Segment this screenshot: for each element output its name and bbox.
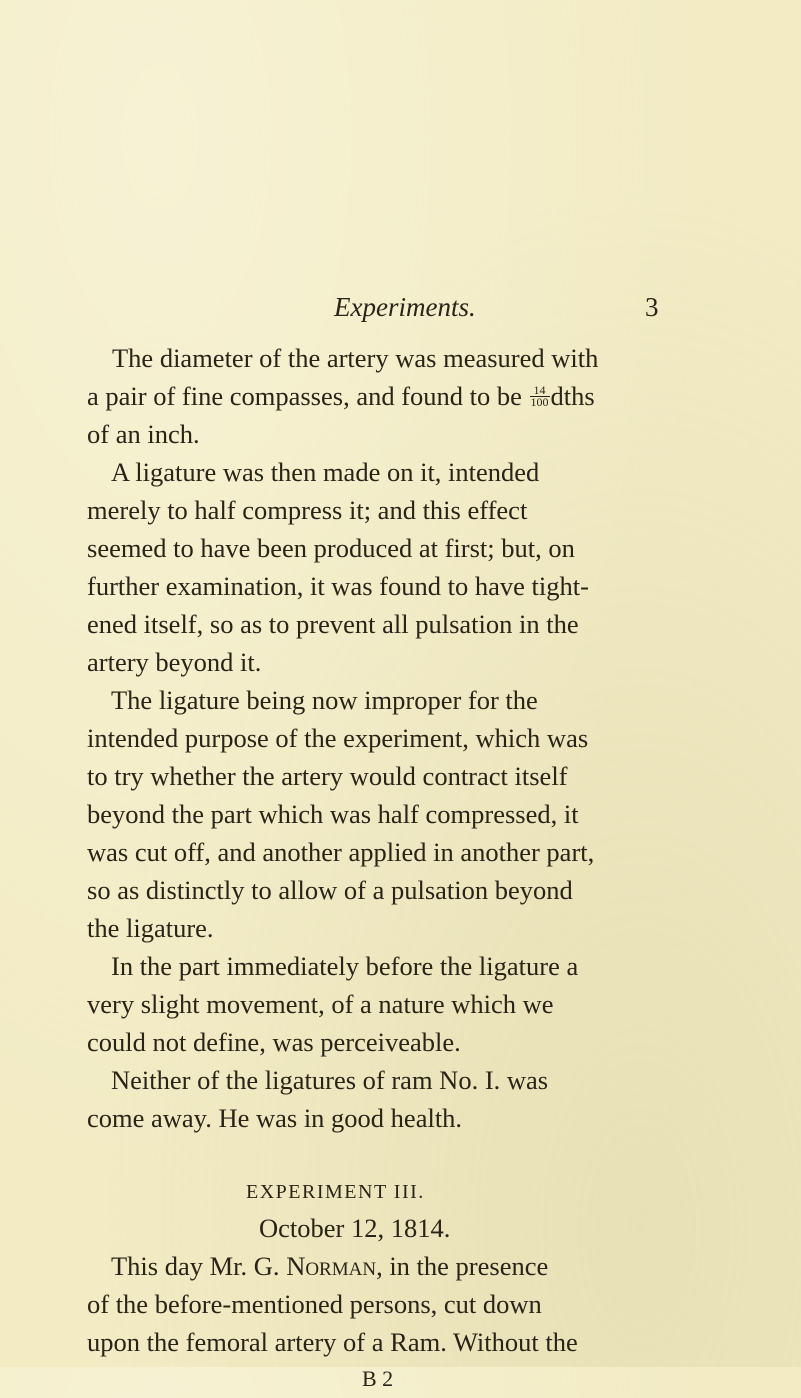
page-header [0, 292, 801, 332]
text-line: The ligature being now improper for the [111, 685, 538, 715]
page-number: 3 [645, 292, 659, 322]
text-line: of an inch. [87, 419, 200, 449]
text-line: the ligature. [87, 913, 214, 943]
text-line: beyond the part which was half compressed, it [87, 799, 579, 829]
text-line: very slight movement, of a nature which we [87, 989, 554, 1019]
fraction: $\frac{14}{100}$ [530, 383, 549, 410]
text-line: to try whether the artery would contract itself [87, 761, 568, 791]
text-line: come away. He was in good health. [87, 1103, 463, 1133]
text-line: artery beyond it. [87, 647, 262, 677]
text-line: A ligature was then made on it, intended [111, 457, 540, 487]
text-line: In the part immediately before the ligature a [111, 951, 579, 981]
text-line: This day Mr. G. Norman, in the presence [111, 1251, 549, 1281]
text-line: The diameter of the artery was measured with [112, 343, 599, 373]
text-line: so as distinctly to allow of a pulsation beyond [87, 875, 573, 905]
text-line: was cut off, and another applied in another part, [87, 837, 595, 867]
text-line: upon the femoral artery of a Ram. Without the [87, 1327, 578, 1357]
text-line: ened itself, so as to prevent all pulsation in the [87, 609, 579, 639]
section-heading: EXPERIMENT III. [246, 1181, 425, 1203]
text-line: could not define, was perceiveable. [87, 1027, 461, 1057]
text-line: of the before-mentioned persons, cut down [87, 1289, 542, 1319]
text-line: merely to half compress it; and this effect [87, 495, 528, 525]
text-line: Neither of the ligatures of ram No. I. was [111, 1065, 549, 1095]
text-line: seemed to have been produced at first; but, on [87, 533, 575, 563]
running-title: Experiments. [334, 292, 476, 322]
signature-mark: B 2 [362, 1366, 394, 1391]
text-line: further examination, it was found to have tight- [87, 571, 589, 601]
text-line: intended purpose of the experiment, which was [87, 723, 589, 753]
date-line: October 12, 1814. [259, 1213, 451, 1243]
text-line: a pair of fine compasses, and found to be $\frac{14}{100}$ dths [87, 381, 595, 411]
